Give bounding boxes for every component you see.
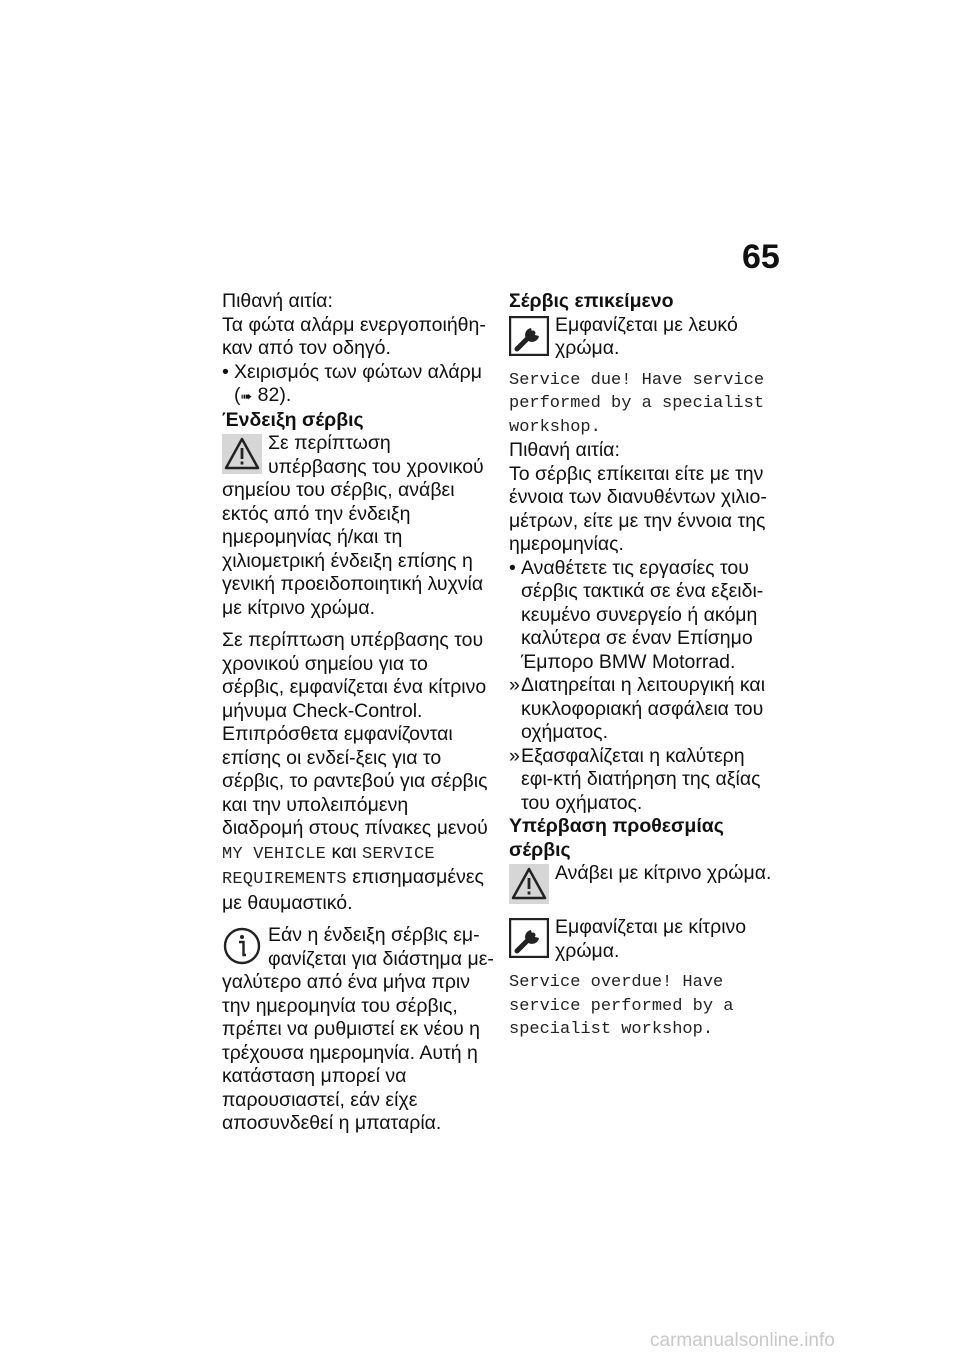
result-item-1: » Διατηρείται η λειτουργική και κυκλοφοριακή ασφάλεια του οχήματος. [509, 674, 781, 745]
cause-text: Τα φώτα αλάρμ ενεργοποιήθη-καν από τον οδηγό. [222, 313, 486, 359]
bullet-item-right: • Αναθέτετε τις εργασίες του σέρβις τακτικά σε ένα εξειδι-κευμένο συνεργείο ή ακόμη καλύτερα σε έναν Επίσημο Έμπορο BMW Motorrad. [509, 557, 781, 675]
bullet-text: Χειρισμός των φώτων αλάρμ [234, 360, 482, 383]
info-icon [222, 926, 262, 966]
menu-my-vehicle: MY VEHICLE [222, 844, 327, 864]
para-and: και [331, 840, 357, 863]
footer-watermark: carmanualsonline.info [650, 1330, 835, 1351]
page-ref-arrow-icon: ➠ [240, 388, 253, 404]
wrench-icon [509, 316, 549, 356]
cause-label-right: Πιθανή αιτία: [509, 439, 620, 461]
para-end: επισημασμένες με θαυμαστικό. [222, 866, 484, 914]
page-number: 65 [742, 238, 780, 276]
cause-label: Πιθανή αιτία: [222, 290, 333, 312]
info-block [222, 924, 494, 1136]
warning-block-right [509, 862, 781, 886]
page-ref[interactable]: 82). [257, 384, 292, 406]
warning-block [222, 432, 494, 620]
wrench-icon [509, 918, 549, 958]
heading-service-overdue: Υπέρβαση προθεσμίας σέρβις [509, 815, 724, 861]
bullet-item [222, 361, 494, 409]
message-service-overdue: Service overdue! Have service performed by a specialist workshop. [509, 973, 734, 1039]
menu-service-requirements: SERVICE REQUIREMENTS [222, 844, 435, 889]
wrench-block-2 [509, 916, 781, 963]
message-service-due: Service due! Have service performed by a specialist workshop. [509, 370, 765, 437]
info-text: Εάν η ένδειξη σέρβις εμ-φανίζεται για διάστημα με-γαλύτερο από ένα μήνα πριν την ημερομηνία του σέρβις, πρέπει να ρυθμιστεί εκ νέου η τρέχουσα ημερομηνία. Αυτή η κατάσταση μπορεί να παρουσιαστεί, εάν είχε αποσυνδεθεί η μπαταρία. [222, 924, 494, 1134]
wrench-text-1: Εμφανίζεται με λευκό χρώμα. [555, 313, 738, 359]
warning-triangle-icon [222, 434, 262, 474]
wrench-block-1 [509, 314, 781, 361]
para-warning: Σε περίπτωση υπέρβασης του χρονικού σημείου του σέρβις, ανάβει εκτός από την ένδειξη ημερομηνίας ή/και τη χιλιομετρική ένδειξη επίσης η γενική προειδοποιητική λυχνία με κίτρινο χρώμα. [222, 432, 484, 619]
cause-text-right: Το σέρβις επίκειται είτε με την έννοια των διανυθέντων χιλιο-μέτρων, είτε με την έννοια της ημερομηνίας. [509, 462, 767, 555]
result-item-2: » Εξασφαλίζεται η καλύτερη εφι-κτή διατήρηση της αξίας του οχήματος. [509, 745, 781, 816]
left-column [222, 290, 494, 1136]
ref-open: ( [234, 384, 241, 406]
right-column [509, 290, 781, 1042]
warning-triangle-icon [509, 864, 549, 904]
heading-service-due: Σέρβις επικείμενο [509, 290, 674, 312]
wrench-text-2: Εμφανίζεται με κίτρινο χρώμα. [555, 916, 747, 962]
warning-text-right: Ανάβει με κίτρινο χρώμα. [555, 862, 772, 884]
para-text: Σε περίπτωση υπέρβασης του χρονικού σημείου για το σέρβις, εμφανίζεται ένα κίτρινο μήνυμα Check-Control. Επιπρόσθετα εμφανίζονται επίσης οι ενδεί-ξεις για το σέρβις, το ραντεβού για σέρβις και την υπολειπόμενη διαδρομή στους πίνακες μενού [222, 629, 488, 839]
heading-service-indicator: Ένδειξη σέρβις [222, 408, 364, 431]
para-check-control [222, 629, 494, 915]
